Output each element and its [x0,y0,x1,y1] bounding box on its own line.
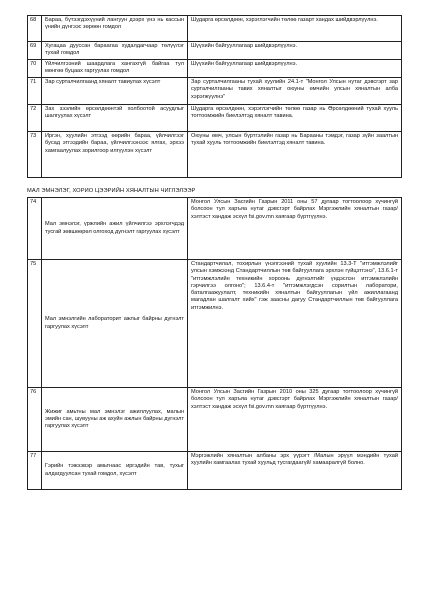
resolution-text: Шударга өрсөлдөөн, хэрэглэгчийн төлөө газарт хандах шийдвэрлүүлнэ. [188,16,402,42]
complaint-description: Зар сурталчилгаанд хяналт тавиулах хүсэлт [42,78,188,105]
row-number: 70 [28,60,42,78]
section-title: МАЛ ЭМНЭЛЭГ, ХОРИО ЦЭЭРИЙН ХЯНАЛТЫН ЧИГЛЭЛЭЭР [27,188,196,194]
table-row [28,16,402,42]
complaint-description: Хугацаа дууссан бараагаа худалдагчаар төлүүлэг тухай гомдол [42,42,188,60]
resolution-text: Стандартчилал, тохирлын үнэлгээний тухай хуулийн 13.3-Т "итгэмжлэлийг улсын хэмжээнд Стандартчиллын төв байгууллага эрхлэн гүйцэтгэнэ", 13.6.1-т "итгэмжлэлийн техникийн хороонь дүгнэлтийг үндэслэн итгэмжлэлийн гэрчилгээ олгоно"; 13.6.4-т "итгэмжлэгдсэн сорилтын лаборатори, баталгаажуулалт, техникийн хяналтын байгууллагын үйл ажиллагаанд магадлан шалгалт хийх" гэж заасны дагуу Стандартчиллын төв байгууллага итгэмжилнэ. [188,260,402,388]
resolution-text: Мэргэжлийн хяналтын албаны эрх үүрэгт /Малын эрүүл мэндийн тухай хуулийн хамгаалах тухай хуульд тусгагдаагүй/ хамааралгүй болно. [188,452,402,490]
row-number: 75 [28,260,42,388]
complaint-description: Жижиг амьтны мал эмнэлэг ажиллуулах, малын эмийн сан, шувууны аж ахуйн ажлын байрны дүгнэлт гаргуулах хүсэлт [42,388,188,452]
complaint-description: Зах зээлийн өрсөлдөөнтэй холбоотой асуудлыг шалгуулах хүсэлт [42,105,188,132]
row-number: 68 [28,16,42,42]
row-number: 76 [28,388,42,452]
row-number: 71 [28,78,42,105]
resolution-text: Монгол Улсын Засгийн Газрын 2011 оны 57 дугаар тогтоолоор хүчингүй болсоон тул харъяа нутаг дэвсгэрт байрлах Мэргэжлийн хяналтын газар/хэлтэст хандаж эсхүл fsi.gov.mn хаягаар бүртгүүлнэ. [188,198,402,260]
row-number: 73 [28,132,42,178]
complaints-table-top [27,15,402,178]
table-row [28,388,402,452]
complaint-description: Үйлчилгээний шаардлага хангахгүй байгаа тул мөнгөө буцаах гаргуулах гомдол [42,60,188,78]
row-number: 69 [28,42,42,60]
table-row [28,105,402,132]
row-number: 74 [28,198,42,260]
complaint-description: Бараа, бүтээгдэхүүний лангуун дээрх үнэ нь кассын үнийн дүнгээс зөрөөн гомдол [42,16,188,42]
row-number: 77 [28,452,42,490]
table-row [28,132,402,178]
table-row [28,260,402,388]
table-row [28,198,402,260]
resolution-text: Шударга өрсөлдөөн, хэрэглэгчийн төлөө газар нь Өрсөлдөөний тухай хууль тогтоомжийн биелэлтэд хяналт тавина. [188,105,402,132]
complaint-description: Мал эмнэлэг, үржлийн ажил үйлчилгээ эрхлэгчдэд тусгай зөвшөөрөл олгоход дүгнэлт гаргуулах хүсэлт [42,198,188,260]
resolution-text: Монгол Улсын Засгийн Газрын 2010 оны 325 дугаар тогтоолоор хүчингүй болсоон тул харъяа нутаг дэвсгэрт байрлах Мэргэжлийн хяналтын газар/хэлтэст хандаж эсхүл fsi.gov.mn хаягаар бүртгүүлнэ. [188,388,402,452]
row-number: 72 [28,105,42,132]
resolution-text: Шүүхийн байгууллагаар шийдвэрлүүлнэ. [188,60,402,78]
table-row [28,78,402,105]
resolution-text: Оюуны өмч, улсын бүртгэлийн газар нь Барааны тэмдэг, газар зүйн заалтын тухай хууль тогтоомжийн биелэлтэд хяналт тавина. [188,132,402,178]
complaint-description: Гэрийн тэжээвэр амьтнаас иргэдийн тав, тухыг алдагдуулсан тухай гомдол, хүсэлт [42,452,188,490]
table-row [28,452,402,490]
table-row [28,60,402,78]
complaint-description: Мал эмнэлгийн лабораторит ажлыг байрны дүгнэлт гаргуулах хүсэлт [42,260,188,388]
document-page [27,15,402,490]
table-row [28,42,402,60]
resolution-text: Зар сурталчилгааны тухай хуулийн 24.1-т "Монгол Улсын нутаг дэвсгэрт зар сурталчилгааны тавих хяналтыг оюуны өмчийн улсын хяналтын алба хэрэгжүүлнэ" [188,78,402,105]
complaints-table-bottom [27,197,402,490]
complaint-description: Иргэн, хуулийн этгээд өөрийн бараа, үйлчилгээг бусад этгээдийн бараа, үйлчилгээнээс ялгах, эрхээ хамгаалуулах зорилгоор илгүүлэн хүсэлт [42,132,188,178]
resolution-text: Шүүхийн байгууллагаар шийдвэрлүүлнэ. [188,42,402,60]
